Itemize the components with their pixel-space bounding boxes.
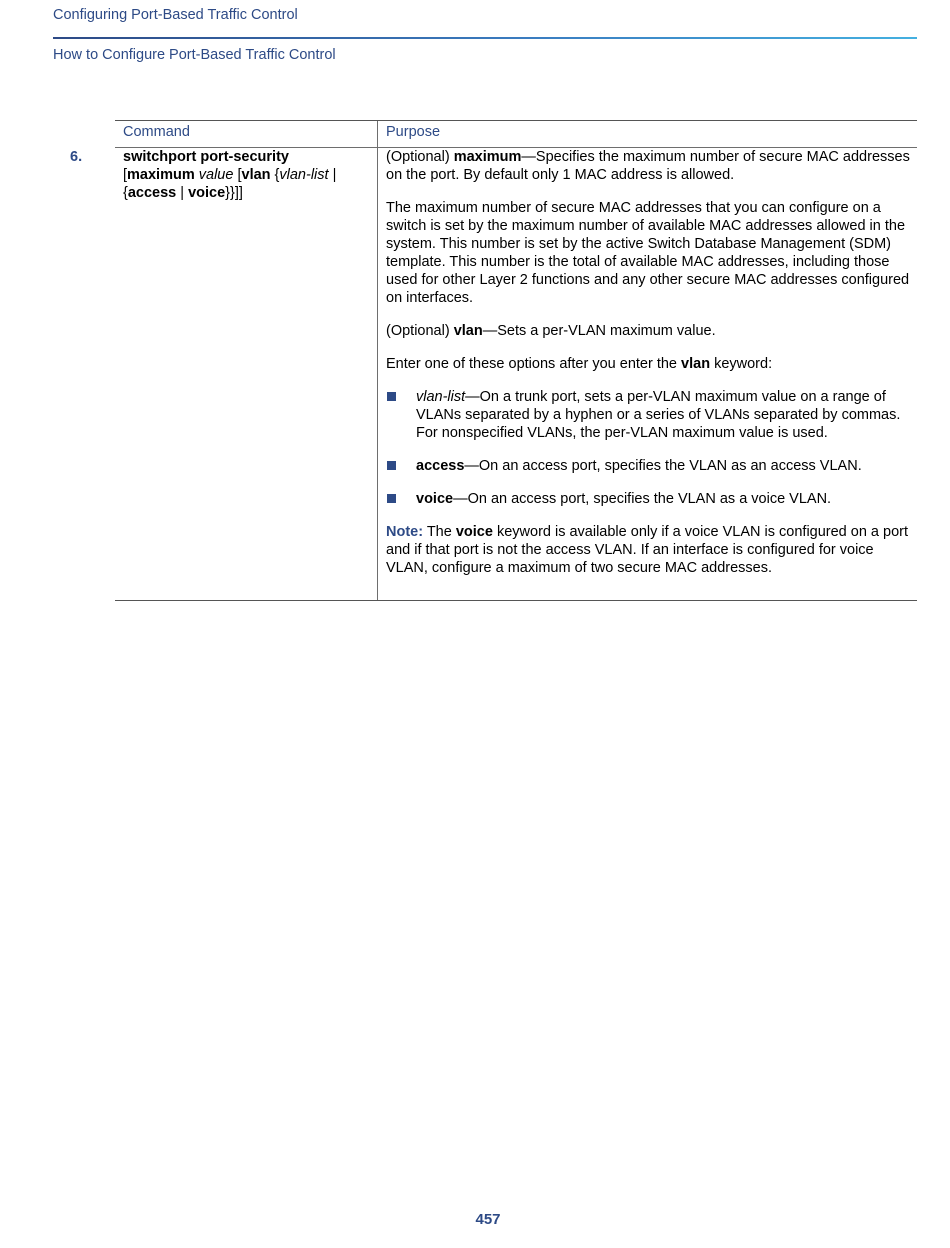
command-text: { bbox=[270, 167, 280, 183]
keyword: vlan bbox=[453, 323, 483, 339]
purpose-paragraph bbox=[386, 322, 911, 340]
command-cell bbox=[123, 148, 368, 202]
paragraph-text: (Optional) bbox=[386, 323, 454, 339]
bullet-square-icon bbox=[387, 392, 396, 401]
bullet-term: access bbox=[416, 458, 465, 474]
bullet-text: —On an access port, specifies the VLAN as an access VLAN. bbox=[464, 458, 862, 474]
column-divider bbox=[377, 121, 378, 600]
page-number: 457 bbox=[475, 1211, 501, 1228]
command-text: [ bbox=[123, 167, 128, 183]
running-header-chapter: Configuring Port-Based Traffic Control bbox=[53, 7, 298, 23]
command-text: [ bbox=[233, 167, 242, 183]
paragraph-text: keyword: bbox=[710, 356, 773, 372]
command-keyword: switchport port-security bbox=[123, 149, 289, 165]
note-paragraph bbox=[386, 523, 911, 577]
keyword: vlan bbox=[681, 356, 711, 372]
paragraph-text: (Optional) bbox=[386, 149, 454, 165]
purpose-cell bbox=[386, 148, 911, 592]
note-text: keyword is available only if a voice VLAN is configured on a port and if that port is not the access VLAN. If an interface is configured for voice VLAN, configure a maximum of two secure MAC addresses. bbox=[386, 524, 909, 576]
note-text: The bbox=[423, 524, 456, 540]
header-command: Command bbox=[123, 124, 190, 140]
bullet-square-icon bbox=[387, 461, 396, 470]
keyword: voice bbox=[455, 524, 493, 540]
purpose-paragraph bbox=[386, 355, 911, 373]
bullet-term: vlan-list bbox=[416, 389, 466, 405]
purpose-paragraph: The maximum number of secure MAC addresses that you can configure on a switch is set by the maximum number of available MAC addresses allowed in the system. This number is set by the active Switch Database Management (SDM) template. This number is the total of available MAC addresses, including those used for other Layer 2 functions and any other secure MAC addresses configured on interfaces. bbox=[386, 200, 910, 306]
bullet-item bbox=[386, 490, 911, 508]
command-keyword: maximum bbox=[127, 167, 195, 183]
command-text: | { bbox=[123, 167, 337, 201]
bullet-text: —On an access port, specifies the VLAN as a voice VLAN. bbox=[453, 491, 832, 507]
command-keyword: access bbox=[127, 185, 177, 201]
step-number: 6. bbox=[70, 149, 83, 165]
paragraph-text: —Sets a per-VLAN maximum value. bbox=[482, 323, 716, 339]
table-header-row bbox=[115, 121, 917, 148]
bullet-square-icon bbox=[387, 494, 396, 503]
purpose-paragraph bbox=[386, 148, 911, 184]
bullet-term: voice bbox=[416, 491, 454, 507]
bullet-item bbox=[386, 388, 911, 442]
note-label: Note: bbox=[386, 524, 424, 540]
command-text: | bbox=[176, 185, 189, 201]
bullet-item bbox=[386, 457, 911, 475]
command-argument: value bbox=[198, 167, 234, 183]
paragraph-text: Enter one of these options after you enter the bbox=[386, 356, 682, 372]
command-argument: vlan-list bbox=[279, 167, 329, 183]
header-rule bbox=[53, 37, 917, 39]
running-header-section: How to Configure Port-Based Traffic Control bbox=[53, 47, 336, 63]
command-keyword: voice bbox=[188, 185, 226, 201]
command-keyword: vlan bbox=[241, 167, 271, 183]
command-text: }}]] bbox=[225, 185, 243, 201]
keyword: maximum bbox=[453, 149, 522, 165]
bullet-text: —On a trunk port, sets a per-VLAN maximum value on a range of VLANs separated by a hyphen or a series of VLANs separated by commas. For nonspecified VLANs, the per-VLAN maximum value is used. bbox=[416, 389, 901, 441]
paragraph-text: —Specifies the maximum number of secure MAC addresses on the port. By default only 1 MAC address is allowed. bbox=[386, 149, 910, 183]
header-purpose: Purpose bbox=[386, 124, 441, 140]
